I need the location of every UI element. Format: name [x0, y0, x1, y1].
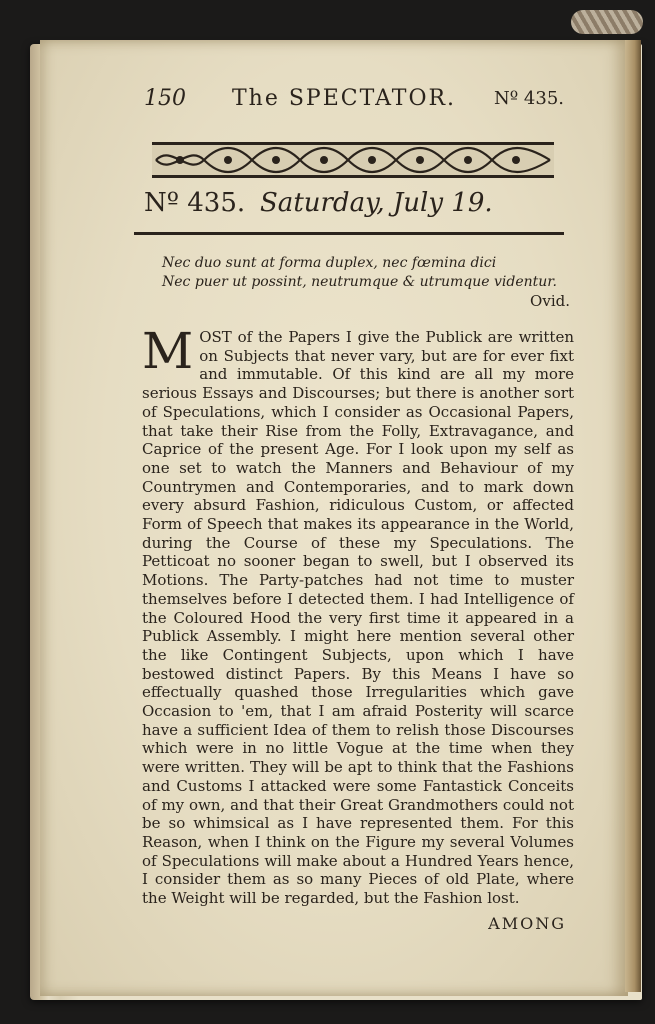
binding-thread: [571, 10, 643, 34]
issue-date: Saturday, July 19.: [260, 188, 493, 218]
essay-body: [142, 322, 574, 908]
ornamental-band: [152, 142, 554, 178]
heading-rule: [134, 232, 564, 235]
issue-number: Nº 435.: [144, 188, 246, 218]
essay-text: OST of the Papers I give the Publick are written on Subjects that never vary, but are for ever fixt and immutable. Of this kind are all my more serious Essays and Discourses; but there is another sort of Speculations, which I consider as Occasional Papers, that take their Rise from the Folly, Extravagance, and Caprice of the present Age. For I look upon my self as one set to watch the Manners and Behaviour of my Countrymen and Contemporaries, and to mark down every absurd Fashion, ridiculous Custom, or affected Form of Speech that makes its appearance in the World, during the Course of these my Speculations. The Petticoat no sooner began to swell, but I observed its Motions. The Party-patches had not time to muster themselves before I detected them. I had Intelligence of the Coloured Hood the very first time it appeared in a Publick Assembly. I might here mention several other the like Contingent Subjects, upon which I have bestowed distinct Papers. By this Means I have so effectually quashed those Irregularities which gave Occasion to 'em, that I am afraid Posterity will scarce have a sufficient Idea of them to relish those Discourses which were in no little Vogue at the time when they were written. They will be apt to think that the Fashions and Customs I attacked were some Fantastick Conceits of my own, and that their Great Grandmothers could not be so whimsical as I have represented them. For this Reason, when I think on the Figure my several Volumes of Speculations will make about a Hundred Years hence, I consider them as so many Pieces of old Plate, where the Weight will be regarded, but the Fashion lost.: [142, 328, 574, 908]
page-gutter: [625, 40, 641, 992]
epigraph-line-2: Nec puer ut possint, neutrumque & utrumque videntur.: [162, 274, 557, 290]
epigraph-line-1: Nec duo sunt at forma duplex, nec fœmina dici: [162, 255, 497, 271]
running-issue-number: Nº 435.: [494, 88, 565, 109]
epigraph: [162, 254, 574, 292]
page-number: 150: [144, 86, 186, 111]
running-head: [104, 86, 580, 116]
running-title: The SPECTATOR.: [232, 86, 457, 111]
epigraph-author: Ovid.: [530, 292, 570, 310]
drop-cap: M: [142, 322, 194, 380]
catchword: AMONG: [488, 914, 566, 933]
